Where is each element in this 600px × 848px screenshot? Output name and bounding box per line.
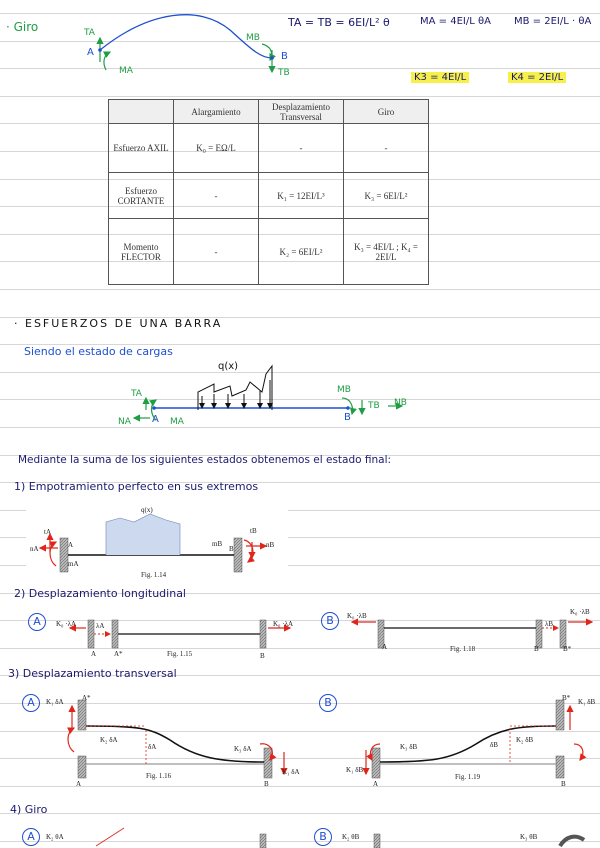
fig18-kb2: K₀ ·λB <box>570 608 590 616</box>
fig19-caption: Fig. 1.19 <box>455 773 481 781</box>
fig15-astar: A* <box>114 650 123 658</box>
fig15-la: λA <box>96 622 105 630</box>
fig16-k3a: K₃ δA <box>234 745 252 753</box>
step2-title: 2) Desplazamiento longitudinal <box>14 587 186 600</box>
giro-eq-mb: MB = 2EI/L · θA <box>514 16 592 27</box>
fig19-b: B <box>561 780 566 788</box>
fig19-bstar: B* <box>562 694 571 702</box>
beam-a-label: A <box>152 414 159 425</box>
fig19-k2b: K₂ δB <box>516 736 534 744</box>
table-row-label-flector: Momento FLECTOR <box>109 219 174 285</box>
beam-ma-label: MA <box>170 417 184 427</box>
fig14-b: B <box>229 545 234 553</box>
step3-circle-a: A <box>22 694 40 712</box>
fig18-bstar: B* <box>563 645 572 653</box>
step1-title: 1) Empotramiento perfecto en sus extremos <box>14 480 259 493</box>
fig16-k1a: K₁ δA <box>46 698 64 706</box>
fig16-k2a: K₂ δA <box>100 736 118 744</box>
fig16-da: δA <box>148 743 157 751</box>
fig18-b: B <box>534 645 539 653</box>
beam-b-label: B <box>344 412 351 423</box>
fig14-qx: q(x) <box>141 506 153 514</box>
k1-formula: K₁ = 12EI/L³ <box>277 190 325 201</box>
table-row-label-axil: Esfuerzo AXIL <box>109 124 174 173</box>
step2-circle-a: A <box>28 613 46 631</box>
table-cell-axil-giro: - <box>344 124 429 173</box>
k4-highlight: K4 = 2EI/L <box>508 72 566 83</box>
fig-1-14 <box>26 496 288 576</box>
step4-k2b: K₂ θB <box>342 833 360 841</box>
fig18-lb: λB <box>545 620 554 628</box>
step4-k3b: K₃ θB <box>520 833 538 841</box>
beam-diagram <box>134 366 402 420</box>
fig18-caption: Fig. 1.18 <box>450 645 476 653</box>
esfuerzos-title: · ESFUERZOS DE UNA BARRA <box>14 317 223 330</box>
beam-na-label: NA <box>118 417 131 427</box>
beam-tb-label: TB <box>368 401 380 411</box>
table-header-desplazamiento: Desplazamiento Transversal <box>259 100 344 124</box>
giro-a-label: A <box>87 47 94 58</box>
fig19-a: A <box>373 780 379 788</box>
step4-k2a: K₂ θA <box>46 833 64 841</box>
k2-formula: K₂ = 6EI/L² <box>279 246 323 257</box>
step4-title: 4) Giro <box>10 803 48 816</box>
beam-ta-label: TA <box>131 389 142 399</box>
step3-title: 3) Desplazamiento transversal <box>8 667 177 680</box>
fig15-caption: Fig. 1.15 <box>167 650 193 658</box>
step4-circle-b: B <box>314 828 332 846</box>
fig18-kb: K₀ ·λB <box>347 612 367 620</box>
k3-highlight: K3 = 4EI/L <box>411 72 469 83</box>
giro-b-label: B <box>281 51 288 62</box>
giro-title: · Giro <box>6 20 39 34</box>
fig14-ta: tA <box>44 528 51 536</box>
k0-formula: K₀ = EΩ/L <box>196 143 236 153</box>
k3-k4-formula: K₃ = 4EI/L ; K₄ = 2EI/L <box>354 241 418 262</box>
giro-sketch <box>98 15 274 72</box>
table-header-alargamiento: Alargamiento <box>174 100 259 124</box>
load-qx-label: q(x) <box>218 361 239 372</box>
fig-1-19 <box>366 700 583 778</box>
fig14-a: A <box>68 541 74 549</box>
fig16-k1a2: K₁ δA <box>282 768 300 776</box>
fig14-nb: nB <box>266 541 275 549</box>
step4-sketch <box>96 828 584 848</box>
fig18-a: A <box>382 643 388 651</box>
fig16-b: B <box>264 780 269 788</box>
fig19-db: δB <box>490 741 498 749</box>
fig16-caption: Fig. 1.16 <box>146 772 172 780</box>
fig15-a: A <box>91 650 97 658</box>
fig19-k1b2: K₁ δB <box>346 766 364 774</box>
fig14-ma: mA <box>68 560 79 568</box>
step3-circle-b: B <box>319 694 337 712</box>
fig15-ka: K₀ ·λA <box>56 620 77 628</box>
esfuerzos-subtitle: Siendo el estado de cargas <box>24 345 173 358</box>
step2-circle-b: B <box>321 612 339 630</box>
fig15-ka2: K₀ ·λA <box>273 620 294 628</box>
fig16-astar: A* <box>82 694 91 702</box>
fig19-k3b: K₃ δB <box>400 743 418 751</box>
k3-formula: K₃ = 6EI/L² <box>364 190 408 201</box>
beam-mb-label: MB <box>337 385 351 395</box>
fig16-a: A <box>76 780 82 788</box>
table-header-giro: Giro <box>344 100 429 124</box>
giro-ma-label: MA <box>119 66 133 76</box>
giro-eq-ma: MA = 4EI/L θA <box>420 16 491 27</box>
table-row-label-cortante: Esfuerzo CORTANTE <box>109 173 174 219</box>
fig14-mb: mB <box>212 540 223 548</box>
giro-ta-label: TA <box>84 28 95 38</box>
fig14-caption: Fig. 1.14 <box>141 571 167 579</box>
table-cell-flector-alarg: - <box>174 219 259 285</box>
table-cell-axil-despl: - <box>259 124 344 173</box>
fig14-tb: tB <box>250 527 257 535</box>
giro-tb-label: TB <box>278 68 290 78</box>
giro-eq-shear: TA = TB = 6EI/L² θ <box>288 16 390 29</box>
giro-mb-label: MB <box>246 33 260 43</box>
fig15-b: B <box>260 652 265 660</box>
mediante-text: Mediante la suma de los siguientes estados obtenemos el estado final: <box>18 454 392 466</box>
fig14-na: nA <box>30 545 39 553</box>
fig19-k1b: K₁ δB <box>578 698 596 706</box>
beam-nb-label: NB <box>394 398 407 408</box>
step4-circle-a: A <box>22 828 40 846</box>
table-cell-cortante-alarg: - <box>174 173 259 219</box>
fig-1-18 <box>352 620 592 648</box>
